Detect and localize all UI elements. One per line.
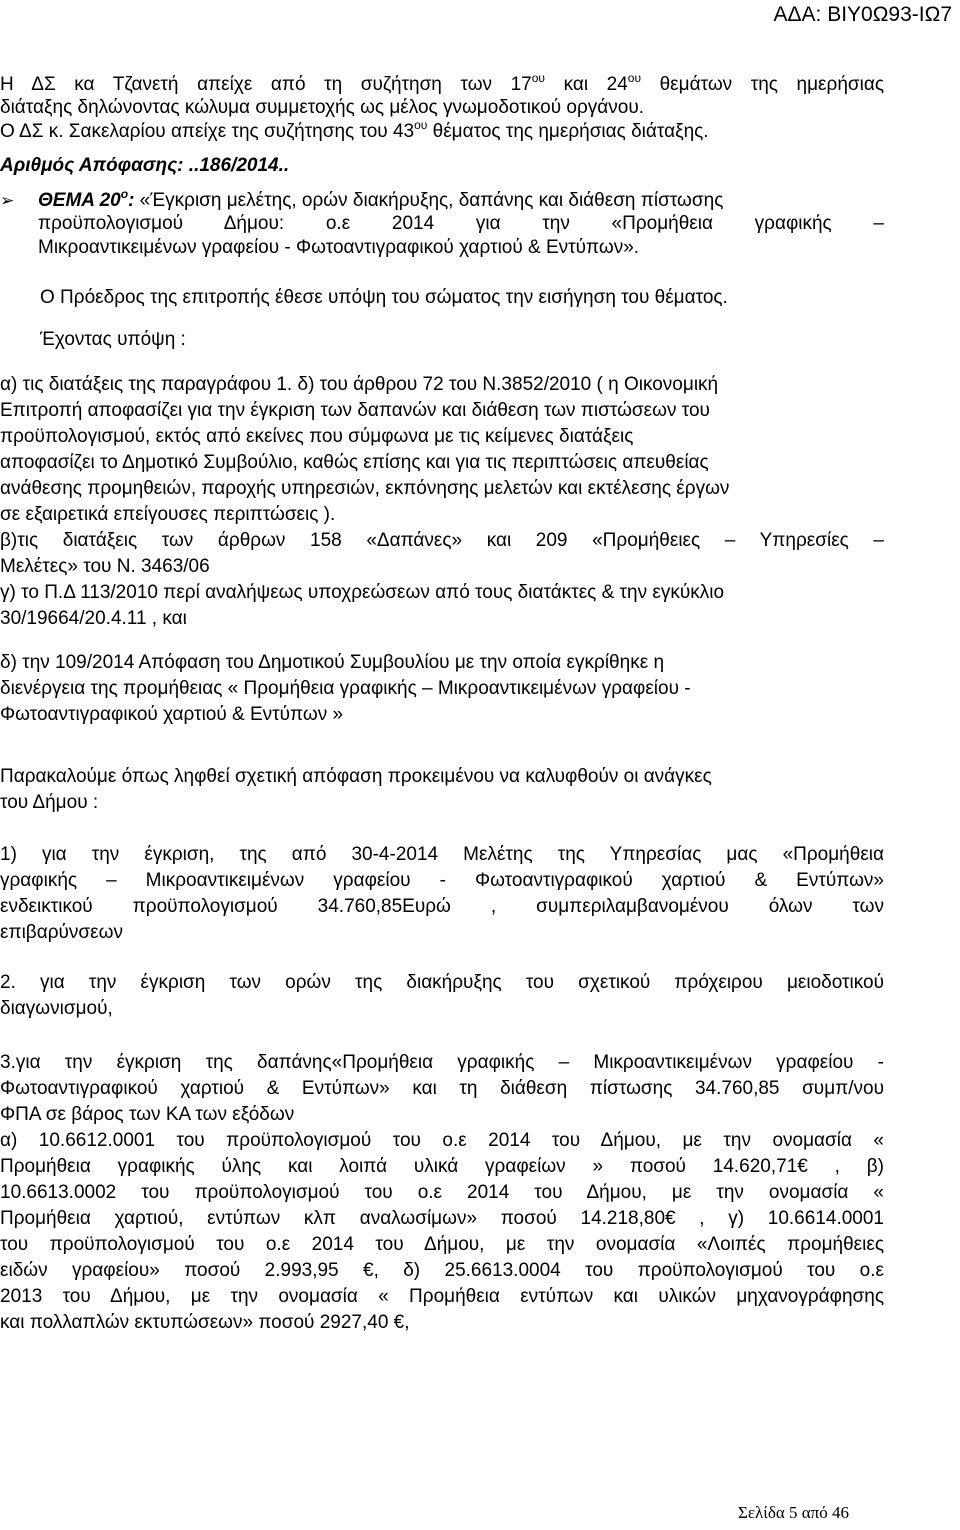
ada-code: ΑΔΑ: ΒΙΥ0Ω93-ΙΩ7	[773, 3, 952, 26]
item-3-line: α) 10.6612.0001 του προϋπολογισμού του ο.ε 2014 του Δήμου, με την ονομασία «	[0, 1130, 884, 1151]
intro-line-3	[0, 119, 884, 145]
item-3-line: του προϋπολογισμού του ο.ε 2014 του Δήμου, με την ονομασία «Λοιπές προμήθειες	[0, 1234, 884, 1255]
item-2-line: 2. για την έγκριση των ορών της διακήρυξης του σχετικού πρόχειρου μειοδοτικού	[0, 972, 884, 993]
intro-text: και 24	[545, 74, 628, 95]
item-3-line: και πολλαπλών εκτυπώσεων» ποσού 2927,40 €,	[0, 1312, 410, 1333]
superscript: ου	[414, 118, 428, 132]
item-3-line: ΦΠΑ σε βάρος των ΚΑ των εξόδων	[0, 1104, 295, 1125]
topic-label-text: ΘΕΜΑ 20	[38, 190, 121, 211]
request-line: Παρακαλούμε όπως ληφθεί σχετική απόφαση προκειμένου να καλυφθούν οι ανάγκες	[0, 766, 712, 787]
consideration-c-line: 30/19664/20.4.11 , και	[0, 608, 187, 629]
consideration-b-line: β)τις διατάξεις των άρθρων 158 «Δαπάνες» και 209 «Προμήθειες – Υπηρεσίες –	[0, 530, 884, 551]
topic-line-2: προϋπολογισμού Δήμου: ο.ε 2014 για την «Προμήθεια γραφικής –	[38, 213, 884, 234]
intro-text: Ο ΔΣ κ. Σακελαρίου απείχε της συζήτησης του 43	[0, 121, 415, 142]
consideration-a-line: Επιτροπή αποφασίζει για την έγκριση των δαπανών και διάθεση των πιστώσεων του	[0, 400, 710, 421]
consideration-b-line: Μελέτες» του Ν. 3463/06	[0, 556, 210, 577]
item-3-line: Φωτοαντιγραφικού χαρτιού & Εντύπων» και τη διάθεση πίστωσης 34.760,85 συμπ/νου	[0, 1078, 884, 1099]
item-1-line: ενδεικτικού προϋπολογισμού 34.760,85Ευρώ , συμπεριλαμβανομένου όλων των	[0, 896, 884, 917]
item-3-line: Προμήθεια γραφικής ύλης και λοιπά υλικά γραφείων » ποσού 14.620,71€ , β)	[0, 1156, 884, 1177]
consideration-a-line: α) τις διατάξεις της παραγράφου 1. δ) του άρθρου 72 του Ν.3852/2010 ( η Οικονομική	[0, 374, 719, 395]
consideration-d-line: διενέργεια της προμήθειας « Προμήθεια γραφικής – Μικροαντικειμένων γραφείου -	[0, 678, 691, 699]
page-number: Σελίδα 5 από 46	[738, 1503, 850, 1522]
consideration-d-line: Φωτοαντιγραφικού χαρτιού & Εντύπων »	[0, 704, 344, 725]
intro-text: θεμάτων της ημερήσιας	[641, 74, 884, 95]
consideration-d-line: δ) την 109/2014 Απόφαση του Δημοτικού Συμβουλίου με την οποία εγκρίθηκε η	[0, 652, 665, 673]
topic-label	[38, 187, 135, 211]
item-1-line: επιβαρύνσεων	[0, 922, 123, 943]
arrow-bullet-icon: ➢	[0, 191, 15, 210]
consideration-a-line: προϋπολογισμού, εκτός από εκείνες που σύμφωνα με τις κείμενες διατάξεις	[0, 426, 634, 447]
topic-label-colon: :	[128, 190, 135, 211]
considering-heading: Έχοντας υπόψη :	[40, 329, 186, 350]
item-3-line: 2013 του Δήμου, με την ονομασία « Προμήθεια εντύπων και υλικών μηχανογράφησης	[0, 1286, 884, 1307]
superscript: ο	[120, 187, 129, 201]
item-1-line: 1) για την έγκριση, της από 30-4-2014 Μελέτης της Υπηρεσίας μας «Προμήθεια	[0, 844, 884, 865]
intro-text: Η ΔΣ κα Τζανετή απείχε από τη συζήτηση των 17	[0, 74, 532, 95]
consideration-c-line: γ) το Π.Δ 113/2010 περί αναλήψεως υποχρεώσεων από τους διατάκτες & την εγκύκλιο	[0, 582, 725, 603]
president-statement: Ο Πρόεδρος της επιτροπής έθεσε υπόψη του σώματος την εισήγηση του θέματος.	[40, 287, 728, 308]
document-body	[0, 71, 884, 1333]
consideration-a-line: ανάθεσης προμηθειών, παροχής υπηρεσιών, εκπόνησης μελετών και εκτέλεσης έργων	[0, 478, 730, 499]
topic-line-3: Μικροαντικειμένων γραφείου - Φωτοαντιγραφικού χαρτιού & Εντύπων».	[38, 237, 640, 258]
item-3-line: ειδών γραφείου» ποσού 2.993,95 €, δ) 25.6613.0004 του προϋπολογισμού του ο.ε	[0, 1260, 884, 1281]
intro-line-2: διάταξης δηλώνοντας κώλυμα συμμετοχής ως μέλος γνωμοδοτικού οργάνου.	[0, 97, 645, 118]
consideration-a-line: σε εξαιρετικά επείγουσες περιπτώσεις ).	[0, 504, 336, 525]
item-1-line: γραφικής – Μικροαντικειμένων γραφείου - Φωτοαντιγραφικού χαρτιού & Εντύπων»	[0, 870, 884, 891]
intro-text: θέματος της ημερήσιας διάταξης.	[427, 121, 709, 142]
item-2-line: διαγωνισμού,	[0, 998, 113, 1019]
item-3-line: Προμήθεια χαρτιού, εντύπων κλπ αναλωσίμων» ποσού 14.218,80€ , γ) 10.6614.0001	[0, 1208, 884, 1229]
superscript: ου	[627, 71, 642, 85]
considerations	[0, 372, 884, 1336]
request-line: του Δήμου :	[0, 792, 99, 813]
superscript: ου	[531, 71, 545, 85]
item-3-line: 3.για την έγκριση της δαπάνης«Προμήθεια γραφικής – Μικροαντικειμένων γραφείου -	[0, 1052, 884, 1073]
topic-title: «Έγκριση μελέτης, ορών διακήρυξης, δαπάνης και διάθεση πίστωσης	[134, 190, 724, 211]
decision-number: Αριθμός Απόφασης: ..186/2014..	[0, 155, 290, 176]
item-3-line: 10.6613.0002 του προϋπολογισμού του ο.ε 2014 του Δήμου, με την ονομασία «	[0, 1182, 884, 1203]
consideration-a-line: αποφασίζει το Δημοτικό Συμβούλιο, καθώς επίσης και για τις περιπτώσεις απευθείας	[0, 452, 709, 473]
